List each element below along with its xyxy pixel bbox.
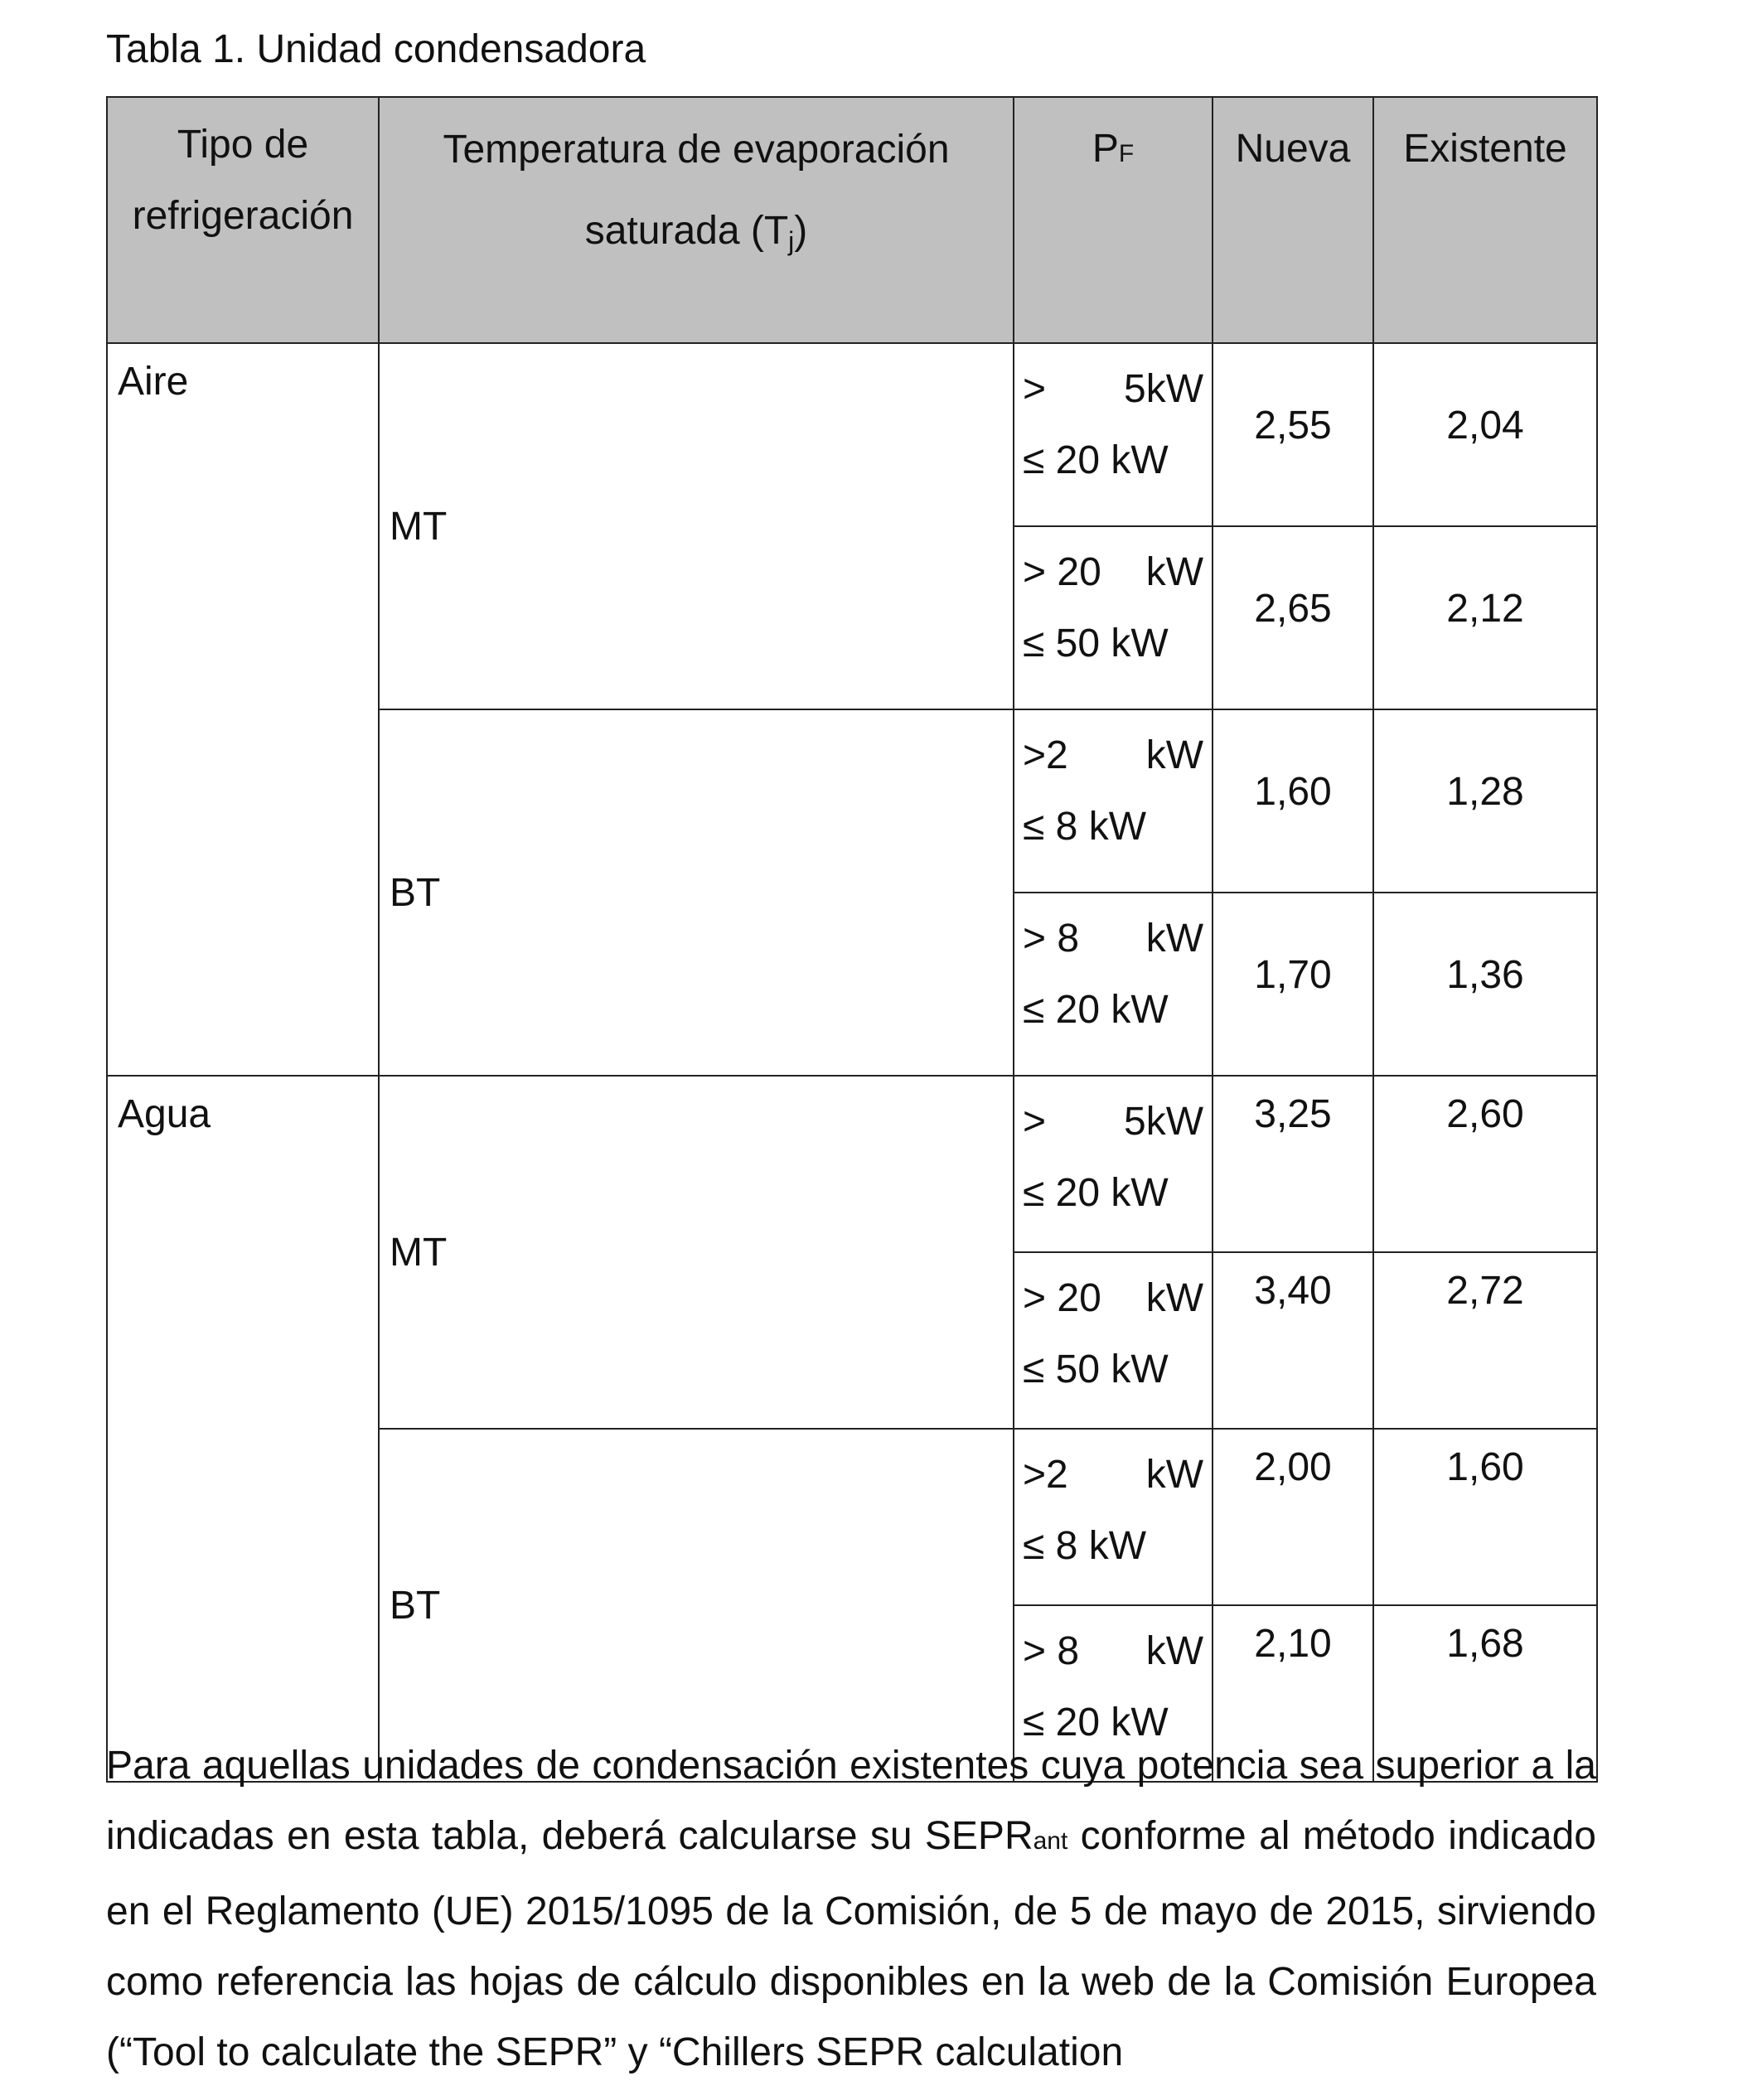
cell-new: 2,10 [1213, 1605, 1373, 1782]
cell-new: 3,25 [1213, 1076, 1373, 1252]
cell-type-aire: Aire [107, 343, 379, 1076]
cell-existing: 2,72 [1373, 1252, 1597, 1429]
cell-existing: 2,60 [1373, 1076, 1597, 1252]
cell-temp-bt: BT [379, 709, 1014, 1076]
body-paragraph: Para aquellas unidades de condensación existentes cuya potencia sea superior a la indicadas en esta tabla, deberá calcularse su SEPRant conforme al método indicado en el Reglamento (UE) 2015/1095 de la Comisión, de 5 de mayo de 2015, sirviendo como referencia las hojas de cálculo disponibles en la web de la Comisión Europea (“Tool to calculate the SEPR” y “Chillers SEPR calculation [106, 1744, 1596, 2074]
cell-new: 2,00 [1213, 1429, 1373, 1605]
cell-range: > 20 kW ≤ 50 kW [1014, 526, 1213, 709]
table-row [107, 1076, 1597, 1252]
cell-new: 3,40 [1213, 1252, 1373, 1429]
cell-new: 2,65 [1213, 526, 1373, 709]
header-evaporation-temperature [379, 97, 1014, 343]
cell-existing: 2,04 [1373, 343, 1597, 526]
header-refrigeration-type [107, 97, 379, 343]
cell-existing: 2,12 [1373, 526, 1597, 709]
header-pf: PF [1014, 97, 1213, 343]
cell-range: > 20 kW ≤ 50 kW [1014, 1252, 1213, 1429]
table-row [107, 343, 1597, 526]
table-header-row [107, 97, 1597, 343]
cell-new: 1,60 [1213, 709, 1373, 893]
condensing-unit-table [106, 96, 1598, 1783]
cell-range: >2 kW ≤ 8 kW [1014, 709, 1213, 893]
cell-range: > 8 kW ≤ 20 kW [1014, 1605, 1213, 1782]
cell-new: 1,70 [1213, 893, 1373, 1076]
cell-existing: 1,68 [1373, 1605, 1597, 1782]
cell-existing: 1,28 [1373, 709, 1597, 893]
cell-temp-mt: MT [379, 1076, 1014, 1429]
cell-existing: 1,36 [1373, 893, 1597, 1076]
cell-range: > 5kW ≤ 20 kW [1014, 1076, 1213, 1252]
header-temp-line2: saturada (Tj) [584, 209, 808, 256]
cell-type-agua: Agua [107, 1076, 379, 1782]
header-type-line1: Tipo de [177, 123, 309, 167]
cell-range: > 8 kW ≤ 20 kW [1014, 893, 1213, 1076]
cell-existing: 1,60 [1373, 1429, 1597, 1605]
header-temp-line1: Temperatura de evaporación [443, 128, 950, 172]
cell-temp-mt: MT [379, 343, 1014, 709]
header-new: Nueva [1213, 97, 1373, 343]
header-type-line2: refrigeración [132, 194, 354, 238]
table-caption: Tabla 1. Unidad condensadora [106, 27, 646, 71]
cell-new: 2,55 [1213, 343, 1373, 526]
cell-range: >2 kW ≤ 8 kW [1014, 1429, 1213, 1605]
header-existing: Existente [1373, 97, 1597, 343]
cell-temp-bt: BT [379, 1429, 1014, 1782]
cell-range: > 5kW ≤ 20 kW [1014, 343, 1213, 526]
